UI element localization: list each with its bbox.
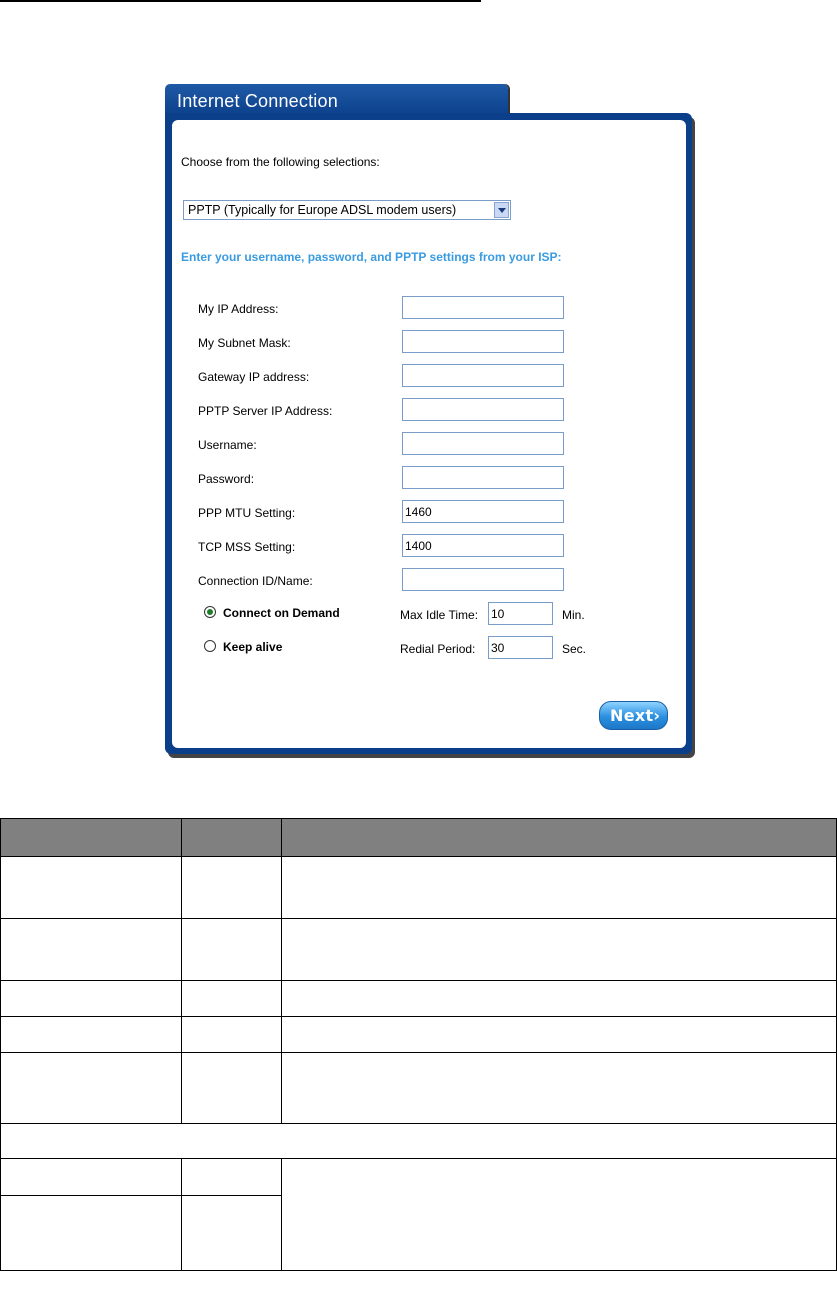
password-input[interactable]: [402, 466, 564, 489]
max-idle-unit: Min.: [562, 608, 585, 622]
connect-on-demand-radio[interactable]: [204, 606, 216, 618]
table-cell: [1, 1159, 182, 1196]
table-cell: [182, 1159, 282, 1196]
redial-input[interactable]: [488, 636, 553, 659]
table-header-cell: [1, 819, 182, 857]
table-cell: [1, 919, 182, 981]
my-ip-input[interactable]: [402, 296, 564, 319]
window-title: Internet Connection: [177, 91, 338, 111]
table-cell: [1, 1017, 182, 1053]
pptp-server-input[interactable]: [402, 398, 564, 421]
connection-id-label: Connection ID/Name:: [198, 574, 313, 588]
table-cell: [182, 1196, 282, 1271]
table-cell: [1, 981, 182, 1017]
keep-alive-label: Keep alive: [223, 640, 283, 654]
connect-on-demand-label: Connect on Demand: [223, 606, 340, 620]
chevron-down-icon[interactable]: [494, 202, 509, 218]
instructions-text: Enter your username, password, and PPTP settings from your ISP:: [181, 250, 562, 264]
table-header-cell: [182, 819, 282, 857]
table-cell: [282, 919, 837, 981]
table-cell: [182, 1017, 282, 1053]
username-input[interactable]: [402, 432, 564, 455]
table-cell: [1, 1053, 182, 1124]
table-cell: [1, 857, 182, 919]
table-header-row: [1, 819, 837, 857]
table-cell: [282, 1159, 837, 1271]
mss-input[interactable]: [402, 534, 564, 557]
table-cell: [282, 1053, 837, 1124]
table-row: [1, 1053, 837, 1124]
redial-label: Redial Period:: [400, 642, 476, 656]
table-cell: [182, 981, 282, 1017]
my-ip-label: My IP Address:: [198, 302, 279, 316]
table-cell: [282, 857, 837, 919]
table-row: [1, 857, 837, 919]
subnet-mask-label: My Subnet Mask:: [198, 336, 291, 350]
table-cell: [182, 1053, 282, 1124]
username-label: Username:: [198, 438, 257, 452]
connection-type-value: PPTP (Typically for Europe ADSL modem users): [188, 203, 457, 217]
table-row: [1, 981, 837, 1017]
connection-id-input[interactable]: [402, 568, 564, 591]
table-section-row: [1, 1124, 837, 1159]
table-cell: [182, 919, 282, 981]
redial-unit: Sec.: [562, 642, 587, 656]
mss-label: TCP MSS Setting:: [198, 540, 296, 554]
mtu-input[interactable]: [402, 500, 564, 523]
mtu-label: PPP MTU Setting:: [198, 506, 296, 520]
keep-alive-radio[interactable]: [204, 640, 216, 652]
password-label: Password:: [198, 472, 255, 486]
table-header-cell: [282, 819, 837, 857]
table-cell: [1, 1196, 182, 1271]
max-idle-input[interactable]: [488, 602, 553, 625]
table-cell: [1, 1124, 837, 1159]
table-cell: [282, 1017, 837, 1053]
gateway-ip-label: Gateway IP address:: [198, 370, 310, 384]
page-top-rule: [0, 0, 481, 2]
settings-table: [0, 818, 837, 1271]
gateway-ip-input[interactable]: [402, 364, 564, 387]
intro-text: Choose from the following selections:: [181, 155, 380, 169]
next-button-label: Next›: [610, 706, 661, 725]
table-row: [1, 1017, 837, 1053]
next-button[interactable]: [599, 701, 668, 730]
table-row: [1, 1159, 837, 1196]
pptp-server-label: PPTP Server IP Address:: [198, 404, 333, 418]
max-idle-label: Max Idle Time:: [400, 608, 479, 622]
table-cell: [282, 981, 837, 1017]
table-cell: [182, 857, 282, 919]
table-row: [1, 919, 837, 981]
subnet-mask-input[interactable]: [402, 330, 564, 353]
connection-type-select[interactable]: [183, 200, 511, 220]
